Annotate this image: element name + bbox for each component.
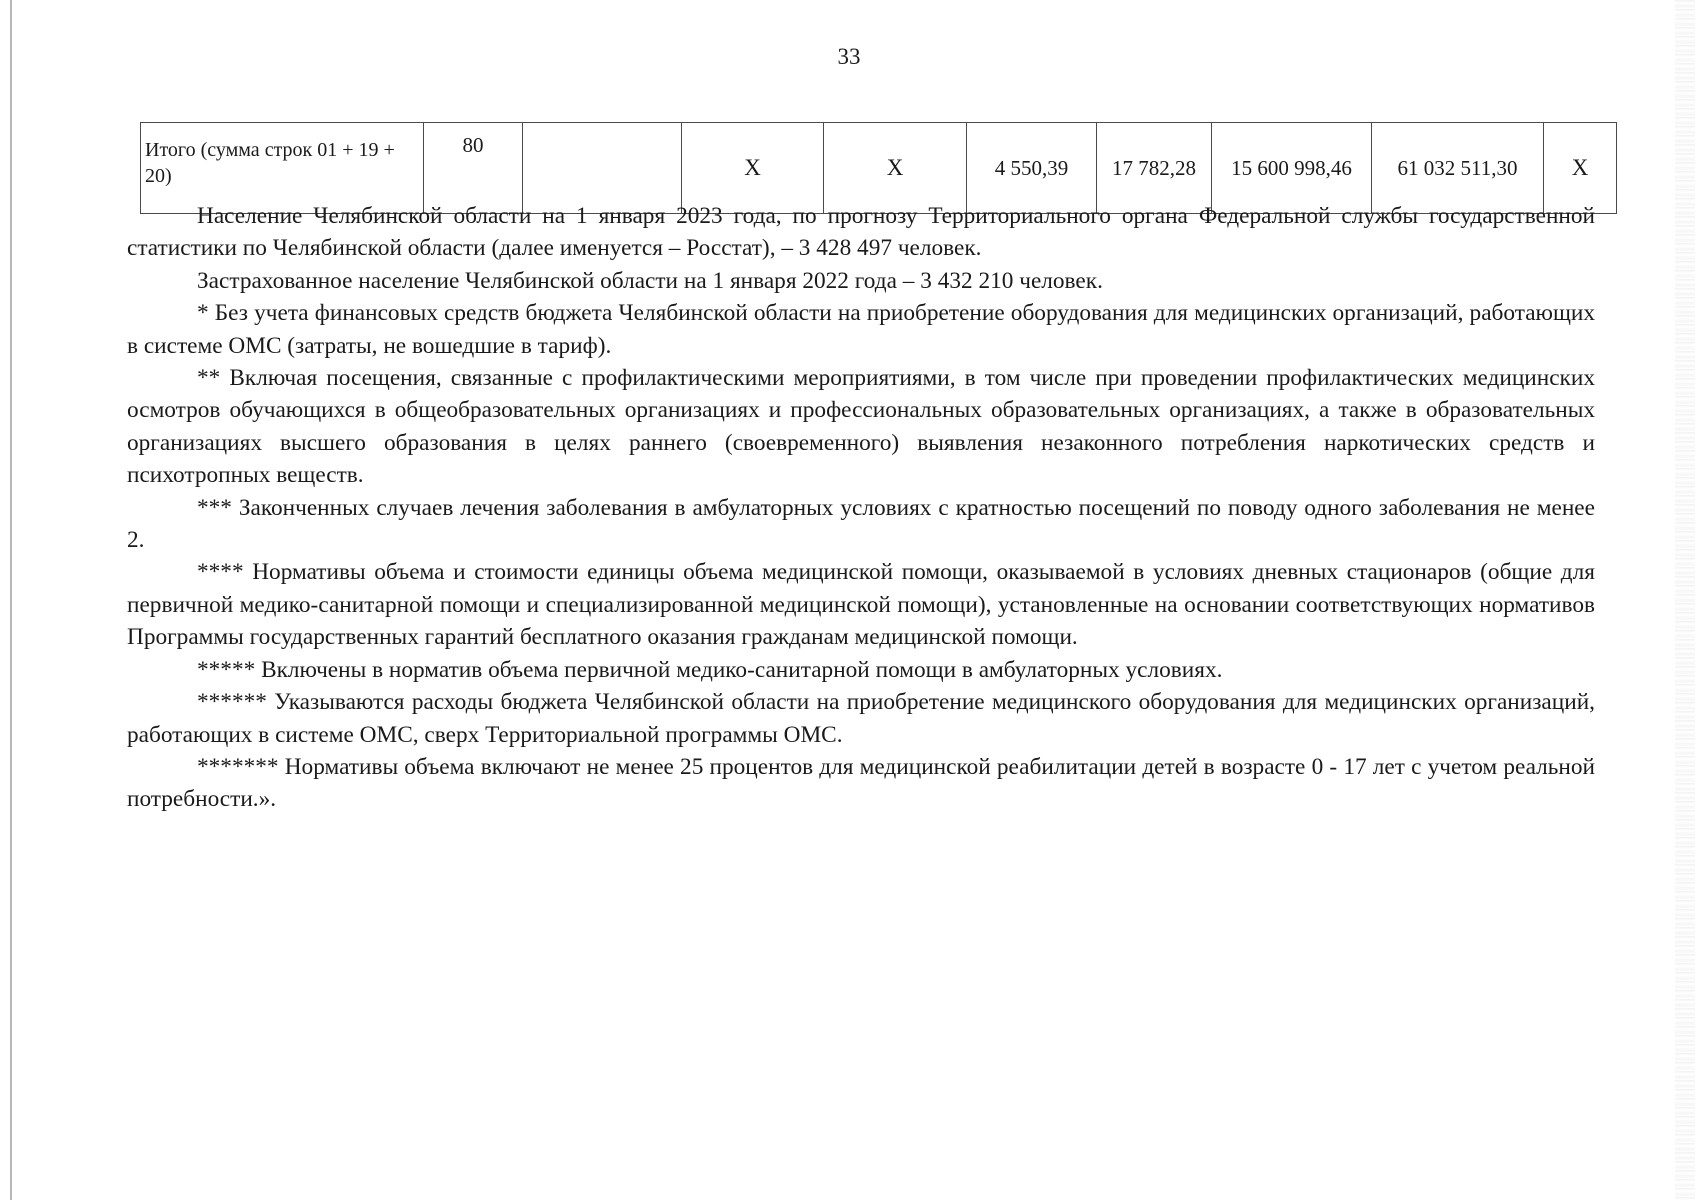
footnote-2: ** Включая посещения, связанные с профилактическими мероприятиями, в том числе при проведении профилактических медицинских осмотров обучающихся в общеобразовательных организациях и профессиональных образовательных организациях, а также в образовательных организациях высшего образования в целях раннего (своевременного) выявления незаконного потребления наркотических средств и психотропных веществ. (127, 365, 1595, 489)
insured-population-paragraph: Застрахованное население Челябинской области на 1 января 2022 года – 3 432 210 человек. (197, 267, 1103, 294)
x-mark-cell: X (1544, 123, 1617, 214)
row-code-cell: 80 (424, 123, 523, 214)
population-paragraph: Население Челябинской области на 1 января 2023 года, по прогнозу Территориального органа Федеральной службы государственной статистики по Челябинской области (далее именуется – Росстат), – 3 428 497 человек. (127, 203, 1595, 262)
total-label-cell: Итого (сумма строк 01 + 19 + 20) (141, 123, 424, 214)
page-number: 33 (837, 44, 861, 69)
footnote-4: **** Нормативы объема и стоимости единицы объема медицинской помощи, оказываемой в условиях дневных стационаров (общие для первичной медико-санитарной помощи и специализированной медицинской помощи), установленные на основании соответствующих нормативов Программы государственных гарантий бесплатного оказания гражданам медицинской помощи. (127, 559, 1595, 651)
value-cell: 17 782,28 (1097, 123, 1212, 214)
footnote-5: ***** Включены в норматив объема первичной медико-санитарной помощи в амбулаторных условиях. (197, 656, 1223, 683)
value-cell: 4 550,39 (967, 123, 1097, 214)
notes-text (127, 200, 1595, 816)
footnote-6: ****** Указываются расходы бюджета Челябинской области на приобретение медицинского оборудования для медицинских организаций, работающих в системе ОМС, сверх Территориальной программы ОМС. (127, 689, 1595, 748)
footnote-1: * Без учета финансовых средств бюджета Челябинской области на приобретение оборудования для медицинских организаций, работающих в системе ОМС (затраты, не вошедшие в тариф). (127, 300, 1595, 359)
value-cell: 61 032 511,30 (1372, 123, 1544, 214)
scan-left-edge (10, 0, 12, 1200)
x-mark-cell: X (682, 123, 824, 214)
value-cell: 15 600 998,46 (1212, 123, 1372, 214)
scan-right-edge-noise (1675, 0, 1695, 1200)
footnote-7: ******* Нормативы объема включают не менее 25 процентов для медицинской реабилитации детей в возрасте 0 - 17 лет с учетом реальной потребности.». (127, 753, 1595, 813)
footnote-3: *** Законченных случаев лечения заболевания в амбулаторных условиях с кратностью посещений по поводу одного заболевания не менее 2. (127, 494, 1595, 554)
x-mark-cell: X (824, 123, 967, 214)
